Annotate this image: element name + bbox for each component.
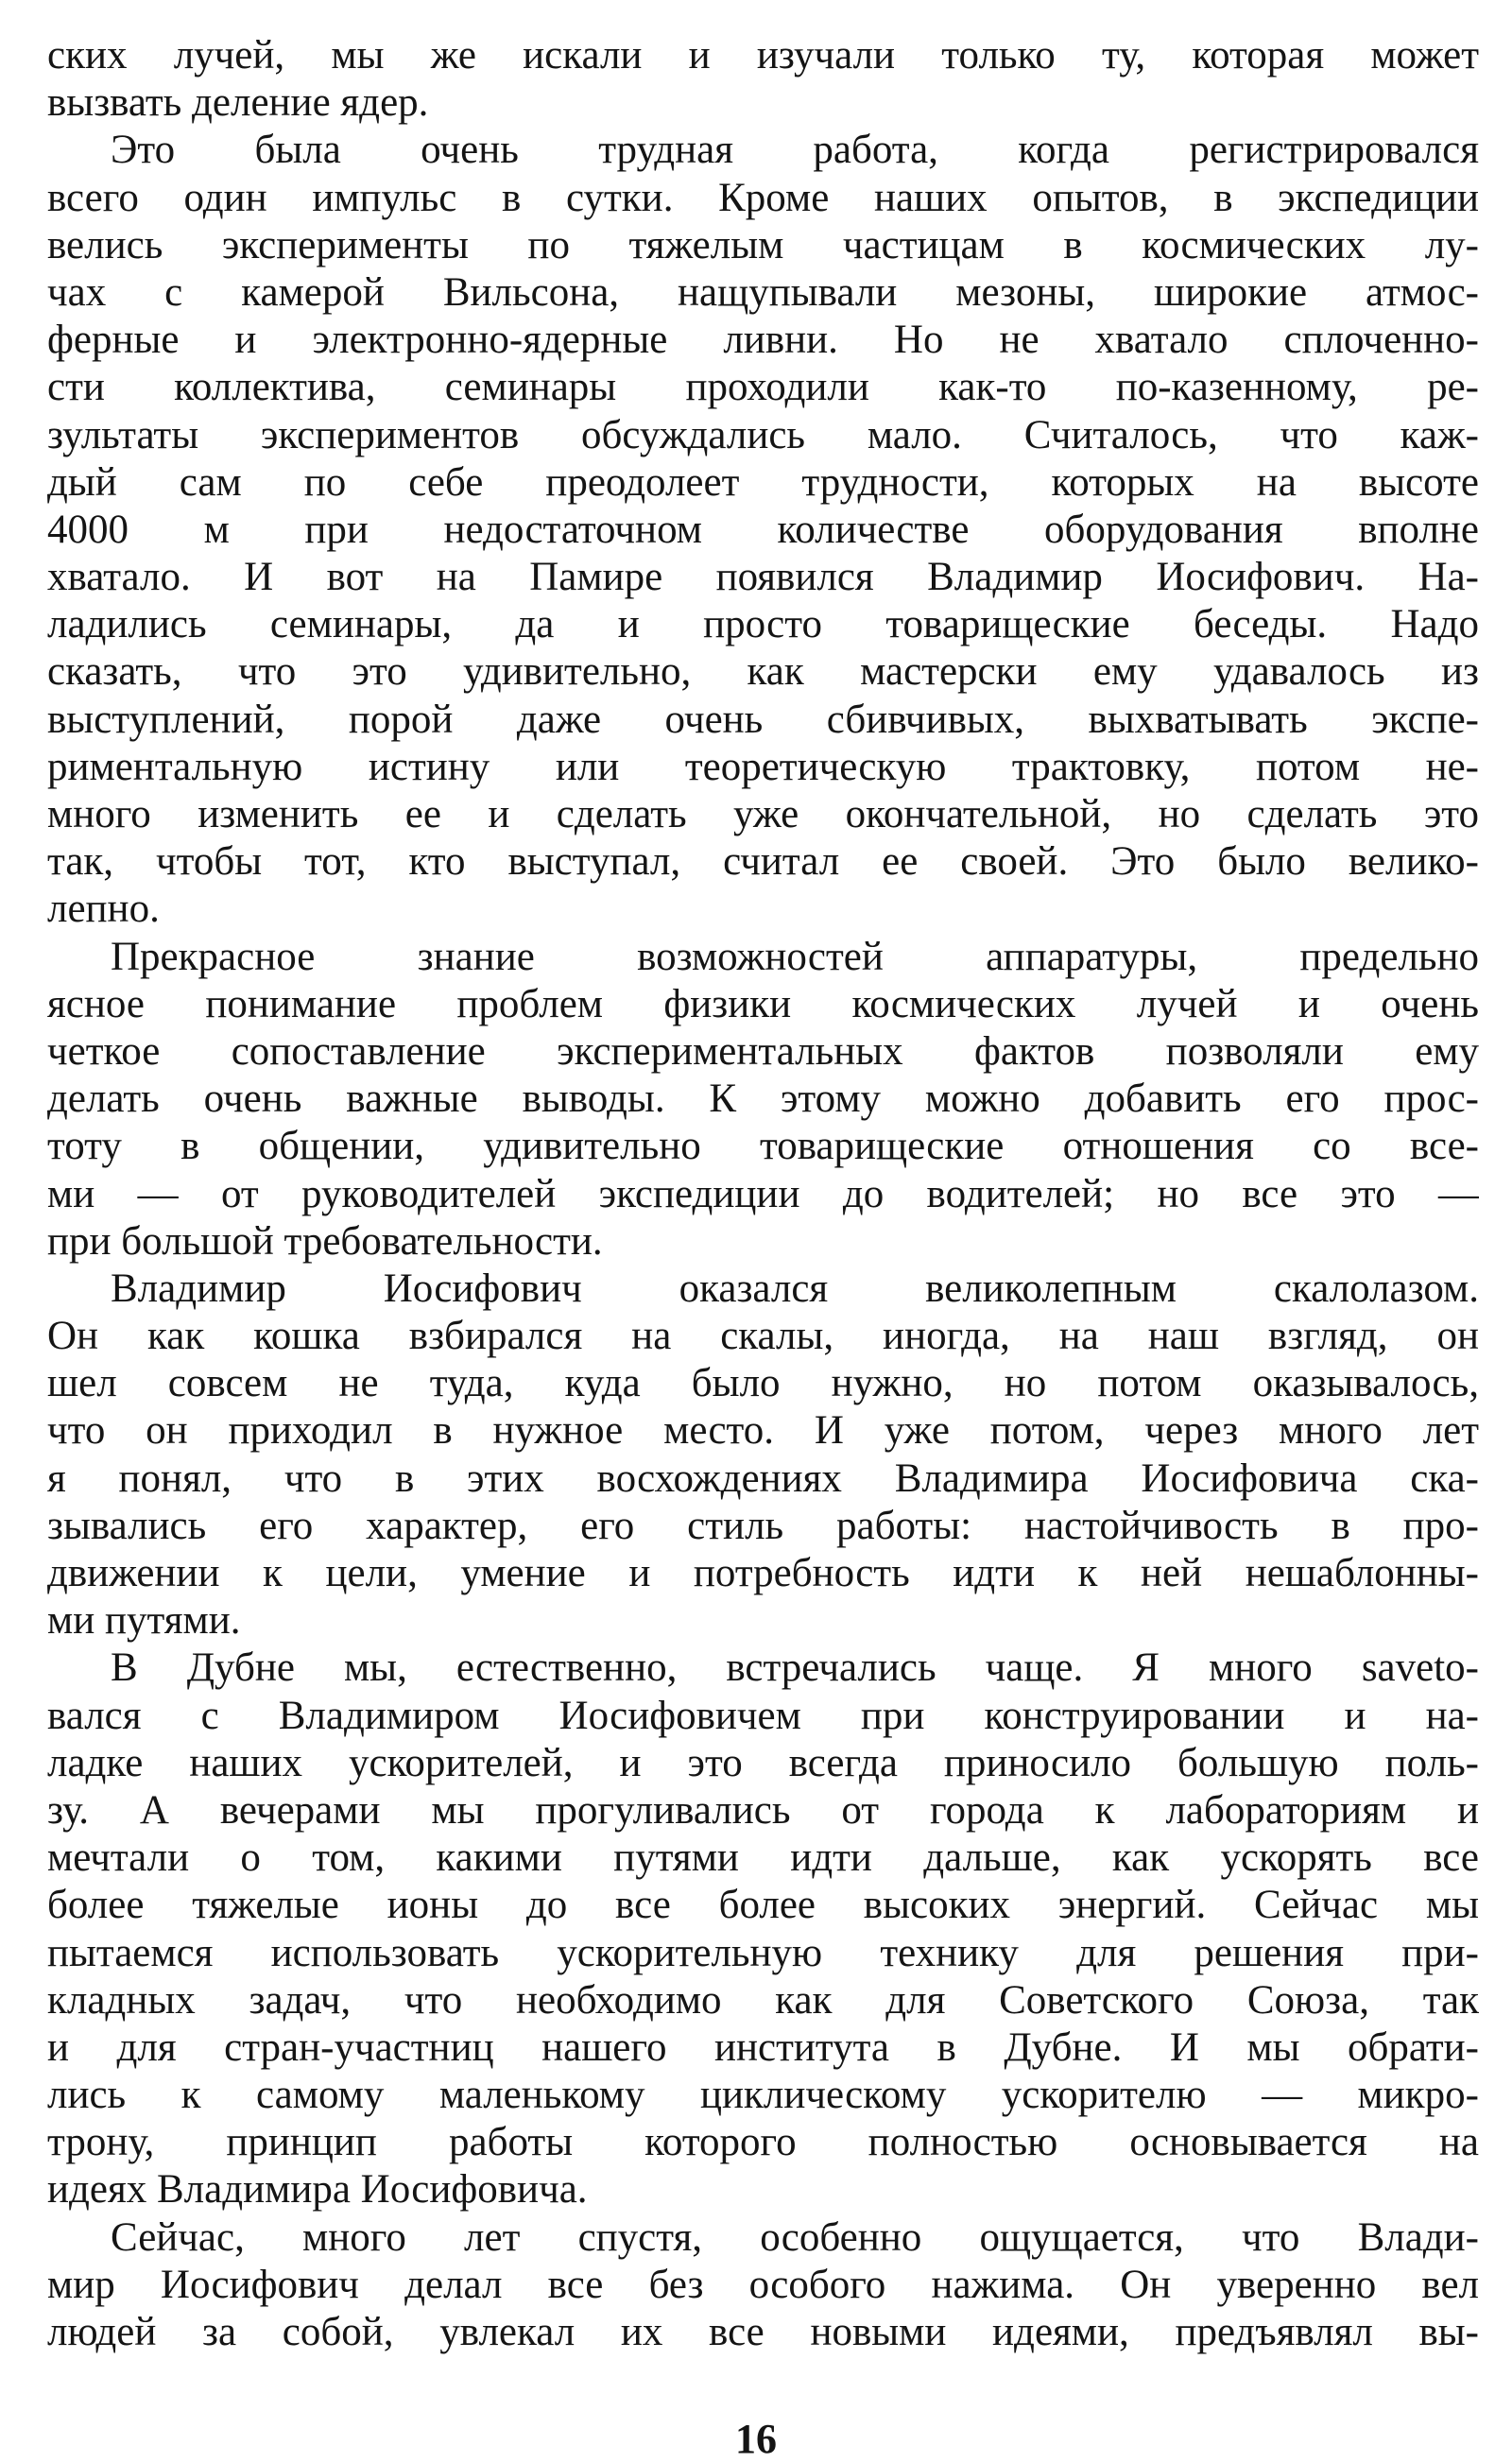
text-line: делать очень важные выводы. К этому можно добавить его прос- (47, 1076, 1479, 1122)
text-line: зывались его характер, его стиль работы: настойчивость в про- (47, 1503, 1479, 1548)
text-line: сказать, что это удивительно, как мастерски ему удавалось из (47, 649, 1479, 695)
text-line: ми путями. (47, 1598, 241, 1644)
text-line: кладных задач, что необходимо как для Советского Союза, так (47, 1977, 1479, 2023)
text-line: я понял, что в этих восхождениях Владимира Иосифовича ска- (47, 1455, 1479, 1501)
text-line: ферные и электронно-ядерные ливни. Но не хватало сплоченно- (47, 318, 1479, 363)
text-line: пытаемся использовать ускорительную технику для решения при- (47, 1930, 1479, 1975)
text-line: что он приходил в нужное место. И уже потом, через много лет (47, 1408, 1479, 1454)
body-text (47, 32, 1479, 2356)
text-line: 4000 м при недостаточном количестве оборудования вполне (47, 507, 1479, 552)
page-number: 16 (735, 2416, 777, 2462)
text-line: и для стран-участниц нашего института в Дубне. И мы обрати- (47, 2024, 1479, 2070)
text-line: ских лучей, мы же искали и изучали только ту, которая может (47, 33, 1479, 78)
text-line: людей за собой, увлекал их все новыми идеями, предъявлял вы- (47, 2310, 1479, 2354)
text-line: ладились семинары, да и просто товарищеские беседы. Надо (47, 602, 1479, 647)
text-line: много изменить ее и сделать уже окончательной, но сделать это (47, 792, 1479, 836)
text-line: риментальную истину или теоретическую трактовку, потом не- (47, 744, 1479, 789)
text-line: шел совсем не туда, куда было нужно, но потом оказывалось, (47, 1361, 1479, 1406)
text-line: дый сам по себе преодолеет трудности, которых на высоте (47, 459, 1479, 505)
text-line: ми — от руководителей экспедиции до водителей; но все это — (47, 1171, 1479, 1216)
text-line: всего один импульс в сутки. Кроме наших опытов, в экспедиции (47, 175, 1479, 220)
text-line: Это была очень трудная работа, когда регистрировался (111, 128, 1479, 173)
text-line: чах с камерой Вильсона, нащупывали мезоны, широкие атмос- (47, 269, 1479, 315)
text-line: вызвать деление ядер. (47, 80, 429, 126)
text-line: при большой требовательности. (47, 1218, 603, 1264)
text-line: мечтали о том, какими путями идти дальше, как ускорять все (47, 1835, 1479, 1881)
text-line: Прекрасное знание возможностей аппаратуры, предельно (111, 934, 1479, 979)
text-line: лись к самому маленькому циклическому ускорителю — микро- (47, 2073, 1479, 2118)
text-line: хватало. И вот на Памире появился Владимир Иосифович. На- (47, 555, 1479, 600)
text-line: велись эксперименты по тяжелым частицам в космических лу- (47, 222, 1479, 267)
text-line: Он как кошка взбирался на скалы, иногда, на наш взгляд, он (47, 1314, 1479, 1359)
text-line: лепно. (47, 887, 160, 932)
text-line: мир Иосифович делал все без особого нажима. Он уверенно вел (47, 2262, 1479, 2307)
text-line: зу. А вечерами мы прогуливались от города к лабораториям и (47, 1787, 1479, 1833)
text-line: движении к цели, умение и потребность идти к ней нешаблонны- (47, 1551, 1479, 1595)
text-line: выступлений, порой даже очень сбивчивых, выхватывать экспе- (47, 697, 1479, 742)
text-line: четкое сопоставление экспериментальных фактов позволяли ему (47, 1028, 1479, 1074)
text-line: сти коллектива, семинары проходили как-то по-казенному, ре- (47, 365, 1479, 410)
text-line: идеях Владимира Иосифовича. (47, 2167, 588, 2213)
text-line: Владимир Иосифович оказался великолепным скалолазом. (111, 1266, 1479, 1311)
text-line: В Дубне мы, естественно, встречались чаще. Я много savetо- (111, 1645, 1479, 1691)
text-line: Сейчас, много лет спустя, особенно ощущается, что Влади- (111, 2214, 1479, 2260)
text-line: так, чтобы тот, кто выступал, считал ее своей. Это было велико- (47, 839, 1479, 885)
text-line: более тяжелые ионы до все более высоких энергий. Сейчас мы (47, 1883, 1479, 1928)
text-line: ладке наших ускорителей, и это всегда приносило большую поль- (47, 1740, 1479, 1785)
text-line: зультаты экспериментов обсуждались мало. Считалось, что каж- (47, 412, 1479, 457)
text-line: трону, принцип работы которого полностью основывается на (47, 2120, 1479, 2165)
text-line: ясное понимание проблем физики космических лучей и очень (47, 981, 1479, 1026)
text-line: вался с Владимиром Иосифовичем при конструировании и на- (47, 1693, 1479, 1738)
text-line: тоту в общении, удивительно товарищеские отношения со все- (47, 1124, 1479, 1169)
